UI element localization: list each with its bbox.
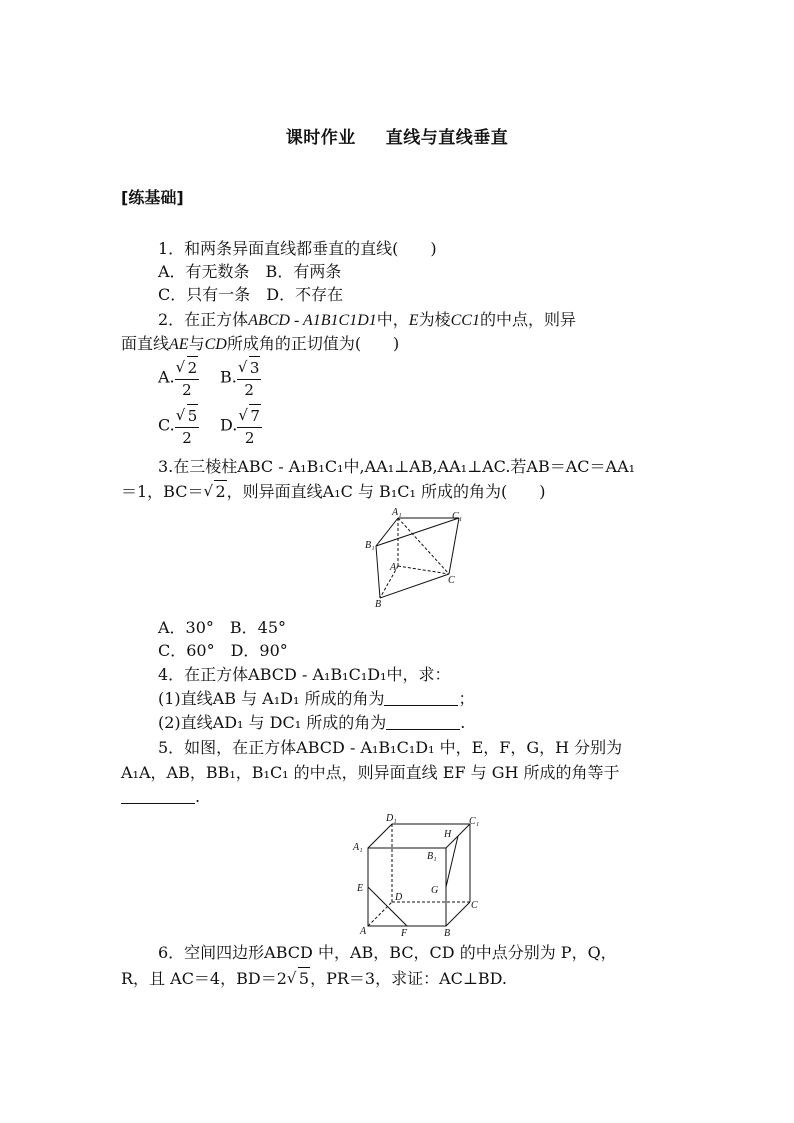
q3-line-2: ＝1，BC＝ √ 2，则异面直线A₁C 与 B₁C₁ 所成的角为( ) [121, 482, 546, 501]
q2-line-1: 2．在正方体ABCD - A1B1C1D1中，E为棱CC1的中点，则异 [158, 310, 576, 329]
q2-option-a: A. √ 2 2 [158, 358, 198, 399]
q4-part-1: (1)直线AB 与 A₁D₁ 所成的角为 ； [158, 689, 475, 708]
q2-option-d: D. √ 7 2 [220, 406, 260, 447]
q3-line-1: 3.在三棱柱ABC - A₁B₁C₁中,AA₁⊥AB,AA₁⊥AC.若AB＝AC＝AA₁ [158, 457, 636, 476]
q1-stem: 1．和两条异面直线都垂直的直线( ) [158, 239, 437, 258]
label-d1: D₁ [386, 813, 397, 824]
label-a: A [390, 562, 397, 573]
section-heading: [练基础] [121, 188, 184, 207]
q2-option-c: C. √ 5 2 [158, 406, 198, 447]
label-c: C [448, 575, 455, 586]
q4-answer-blank-2[interactable] [386, 713, 460, 730]
q5-line-2: A₁A，AB，BB₁，B₁C₁ 的中点，则异面直线 EF 与 GH 所成的角等于 [121, 763, 620, 782]
label-b1: B₁ [365, 540, 375, 551]
label-h: H [444, 829, 452, 840]
label-g: G [431, 885, 439, 896]
label-d: D [395, 892, 403, 903]
label-c1: C₁ [469, 816, 480, 827]
page-title [0, 123, 794, 148]
q2-option-b: B. √ 3 2 [220, 358, 260, 399]
label-c1: C₁ [452, 511, 463, 522]
q5-line-1: 5．如图，在正方体ABCD - A₁B₁C₁D₁ 中，E，F，G，H 分别为 [158, 738, 623, 757]
q4-answer-blank-1[interactable] [384, 689, 458, 706]
label-f: F [401, 928, 408, 936]
q3-options-cd: C．60° D．90° [158, 641, 288, 660]
label-a: A [360, 926, 367, 936]
title-part-2: 直线与直线垂直 [385, 128, 509, 148]
q2-line-2: 面直线AE与CD所成角的正切值为( ) [121, 334, 400, 353]
label-a1: A₁ [353, 842, 363, 853]
q6-line-1: 6．空间四边形ABCD 中，AB，BC，CD 的中点分别为 P，Q， [158, 943, 617, 962]
label-b1: B₁ [427, 851, 437, 862]
label-c: C [471, 900, 478, 911]
q3-prism-figure [362, 506, 472, 610]
q6-line-2: R，且 AC＝4，BD＝2 √ 5，PR＝3，求证：AC⊥BD. [121, 969, 508, 988]
label-b: B [375, 599, 382, 610]
q1-options-cd: C．只有一条 D．不存在 [158, 285, 344, 304]
q4-part-2: (2)直线AD₁ 与 DC₁ 所成的角为 . [158, 713, 466, 732]
q5-line-3: . [121, 786, 681, 808]
label-a1: A₁ [392, 507, 402, 518]
q1-options-ab: A．有无数条 B．有两条 [158, 262, 342, 281]
q5-cube-figure [350, 810, 482, 936]
title-part-1: 课时作业 [285, 128, 356, 148]
q4-stem: 4．在正方体ABCD - A₁B₁C₁D₁中，求： [158, 665, 451, 684]
label-e: E [357, 883, 364, 894]
q3-options-ab: A．30° B．45° [158, 618, 287, 637]
label-b: B [444, 928, 451, 936]
q5-answer-blank[interactable] [121, 787, 195, 804]
